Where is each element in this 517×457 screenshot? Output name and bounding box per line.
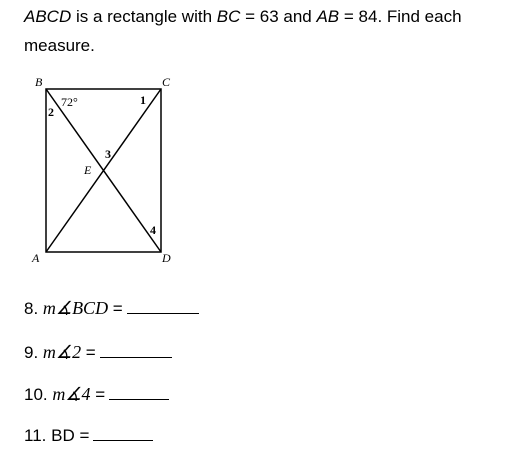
answer-blank[interactable] bbox=[93, 425, 153, 441]
statement-text-1: is a rectangle with bbox=[71, 7, 217, 26]
intersection-e-label: E bbox=[84, 163, 92, 177]
measure-symbol: m bbox=[42, 298, 56, 318]
vertex-a-label: A bbox=[32, 251, 40, 265]
rectangle-diagram bbox=[28, 72, 188, 267]
angle-icon: ∡ bbox=[55, 298, 73, 318]
angle-1-label: 1 bbox=[140, 93, 146, 107]
question-target: BD bbox=[51, 426, 75, 445]
equals-sign: = bbox=[108, 299, 123, 318]
answer-blank[interactable] bbox=[100, 342, 172, 358]
statement-text-2: = 63 and bbox=[240, 7, 317, 26]
question-10 bbox=[24, 383, 169, 406]
measure-symbol: m bbox=[52, 384, 66, 404]
question-target: BCD bbox=[72, 298, 109, 318]
vertex-d-label: D bbox=[162, 251, 171, 265]
question-8 bbox=[24, 297, 199, 320]
answer-blank[interactable] bbox=[109, 384, 169, 400]
angle-icon: ∡ bbox=[65, 384, 82, 404]
problem-statement bbox=[24, 2, 504, 60]
statement-text-3: = 84. Find each measure. bbox=[24, 7, 462, 55]
question-number: 11. bbox=[24, 426, 47, 445]
question-number: 8. bbox=[24, 299, 39, 318]
angle-2-label: 2 bbox=[48, 105, 54, 119]
vertex-b-label: B bbox=[35, 75, 43, 89]
segment-bc: BC bbox=[216, 7, 241, 26]
equals-sign: = bbox=[81, 343, 96, 362]
angle-3-label: 3 bbox=[105, 147, 111, 161]
segment-ab: AB bbox=[316, 7, 340, 26]
vertex-c-label: C bbox=[162, 75, 171, 89]
question-9 bbox=[24, 341, 172, 364]
equals-sign: = bbox=[90, 385, 106, 404]
equals-sign: = bbox=[74, 426, 90, 445]
question-11 bbox=[24, 425, 153, 447]
angle-icon: ∡ bbox=[55, 342, 73, 362]
question-number: 10. bbox=[24, 385, 48, 404]
question-target: 4 bbox=[81, 384, 91, 404]
answer-blank[interactable] bbox=[127, 298, 199, 314]
question-number: 9. bbox=[24, 343, 39, 362]
question-target: 2 bbox=[72, 342, 82, 362]
rectangle-name: ABCD bbox=[24, 7, 72, 26]
angle-4-label: 4 bbox=[150, 223, 156, 237]
measure-symbol: m bbox=[42, 342, 56, 362]
given-angle-label: 72° bbox=[61, 95, 78, 109]
